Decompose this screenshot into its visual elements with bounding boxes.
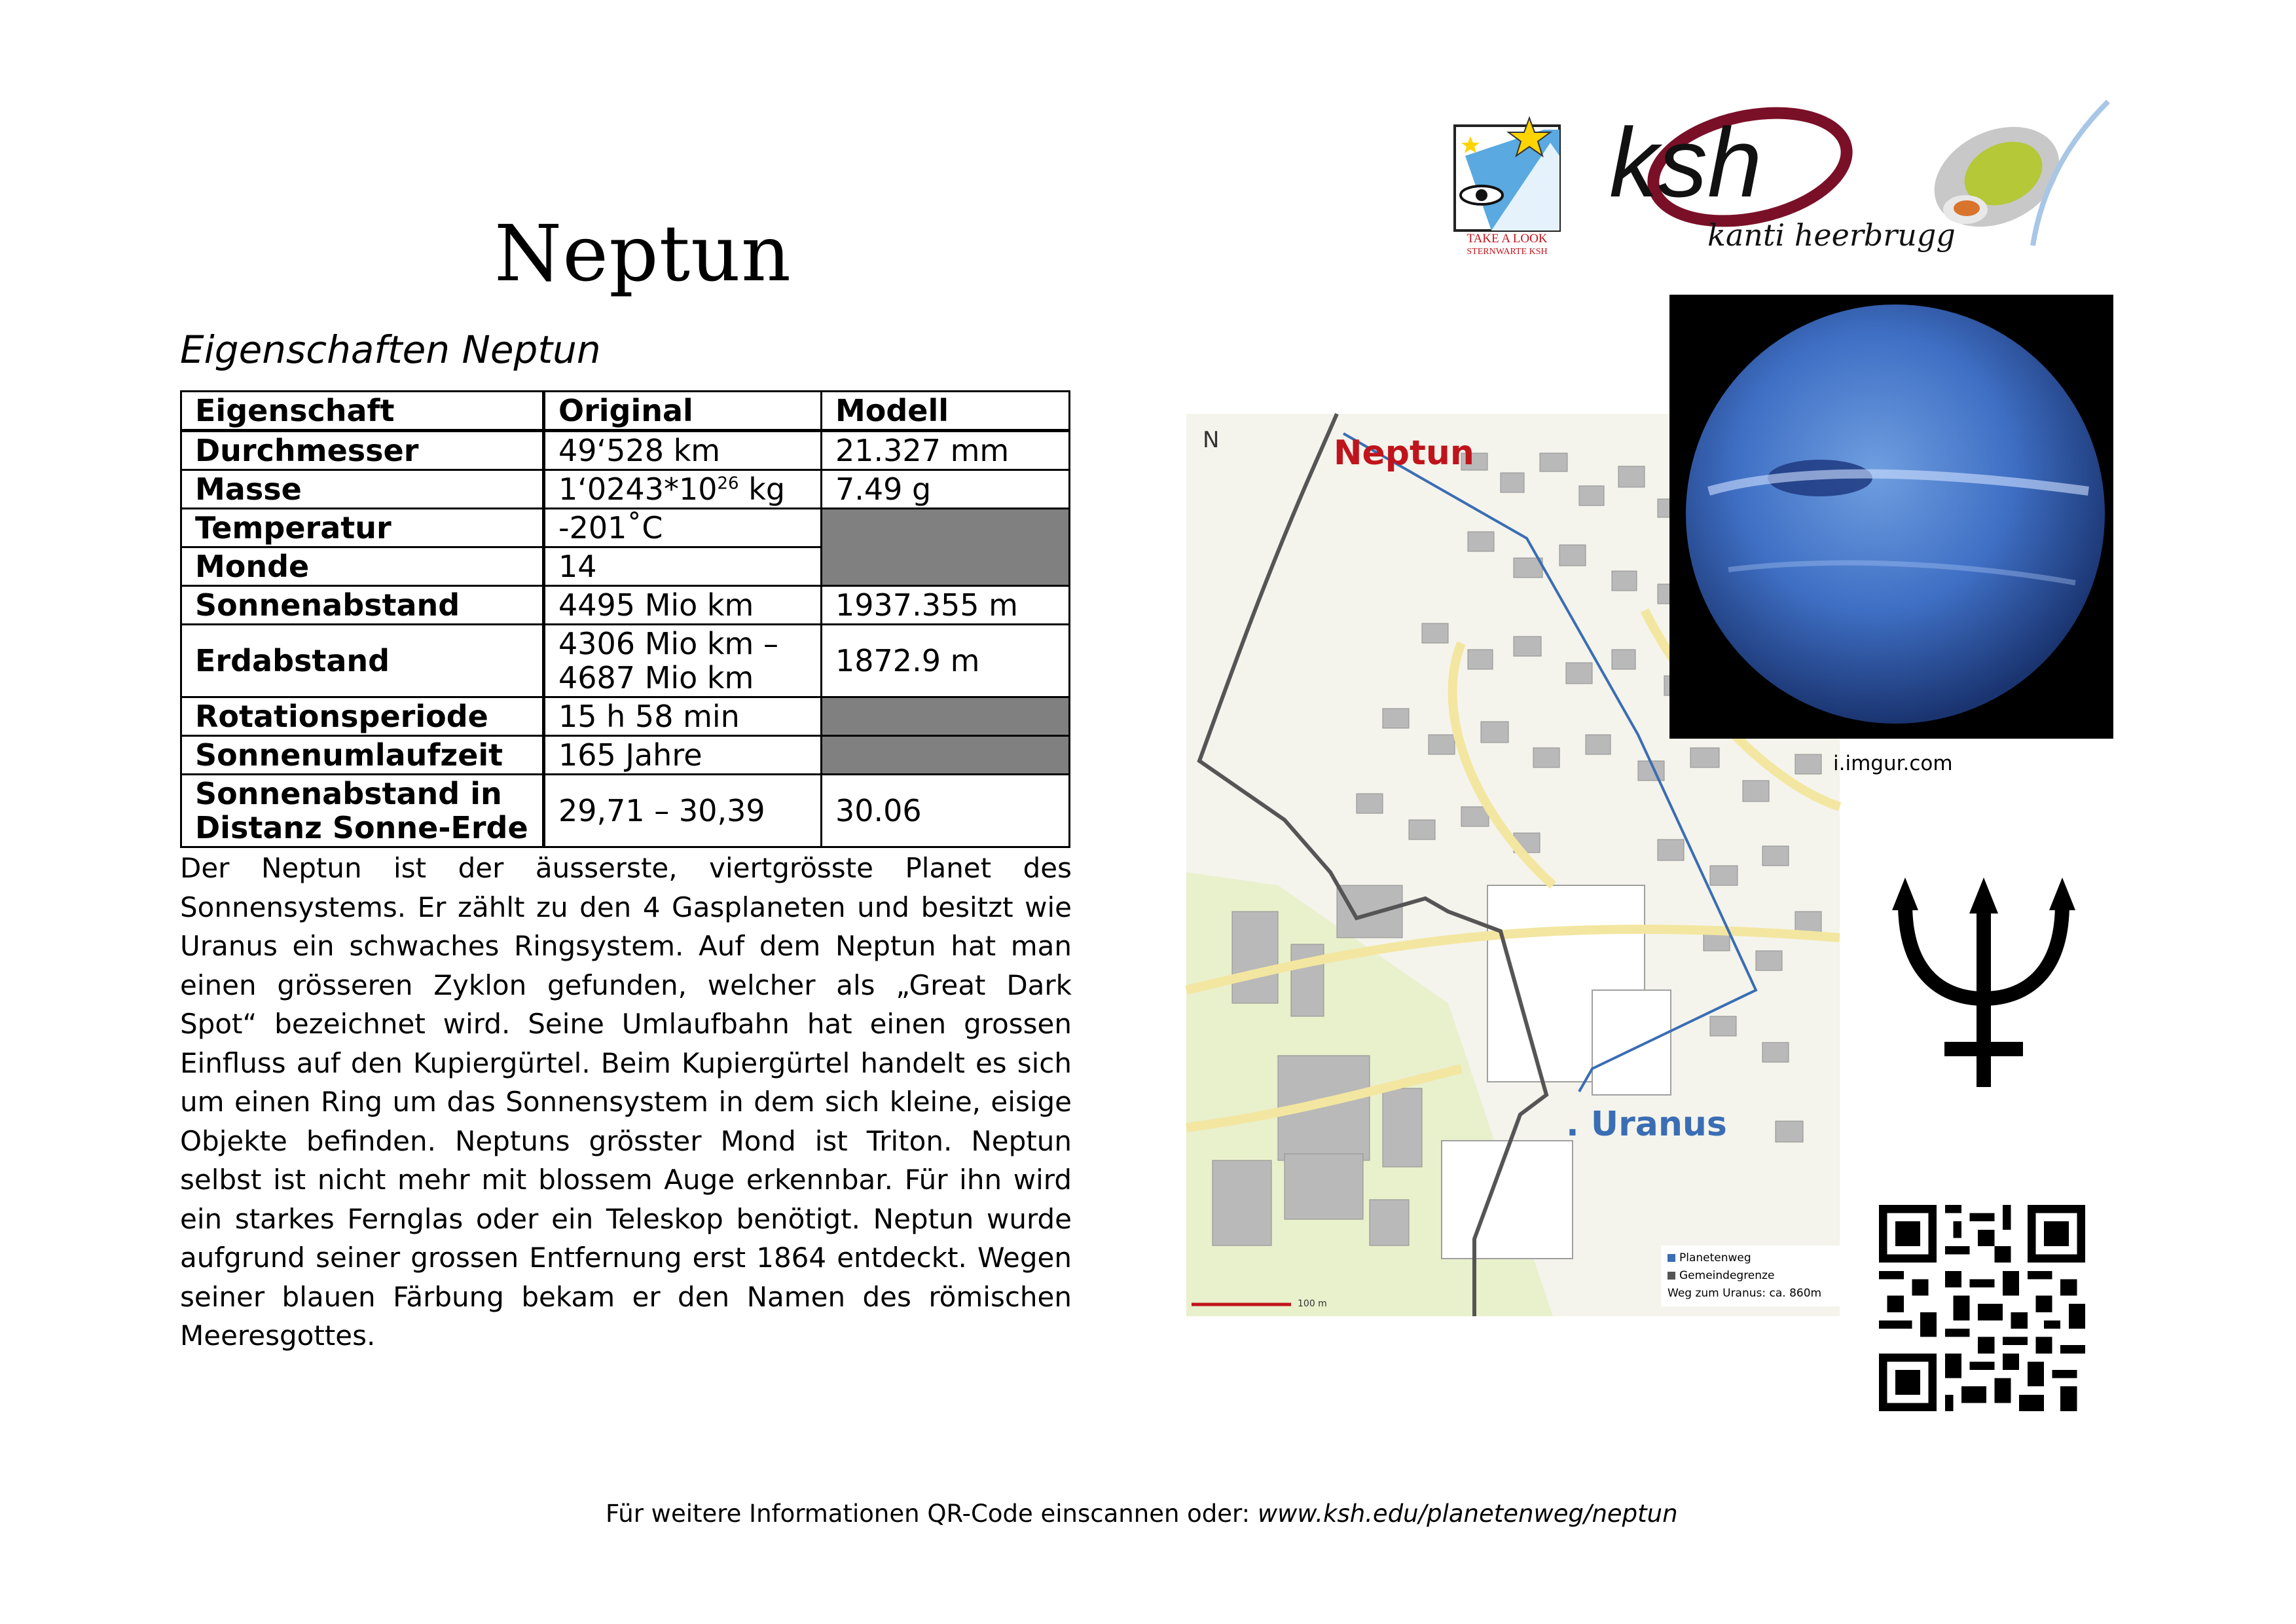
table-row	[181, 736, 1070, 775]
erdabstand-line1: 4306 Mio km –	[558, 626, 778, 661]
table-row	[181, 586, 1070, 625]
map-legend	[1661, 1246, 1861, 1306]
row-modell: 21.327 mm	[822, 431, 1070, 470]
row-modell: 1872.9 m	[822, 625, 1070, 697]
table-header-row	[181, 392, 1070, 431]
header-modell: Modell	[822, 392, 1070, 431]
ksh-logo-text: ksh	[1609, 107, 1762, 217]
table-row	[181, 625, 1070, 697]
table-row	[181, 697, 1070, 736]
row-modell: 30.06	[822, 775, 1070, 847]
footer-text	[606, 1500, 1678, 1528]
legend-label: Planetenweg	[1679, 1251, 1751, 1264]
header-original: Original	[544, 392, 822, 431]
row-original: 29,71 – 30,39	[544, 775, 822, 847]
sternwarte-logo-line2: STERNWARTE KSH	[1467, 247, 1548, 257]
row-label: Durchmesser	[181, 431, 544, 470]
row-original: 49‘528 km	[544, 431, 822, 470]
table-row	[181, 470, 1070, 509]
distanz-label-line2: Distanz Sonne-Erde	[195, 810, 528, 845]
footer-url-link[interactable]: www.ksh.edu/planetenweg/neptun	[1257, 1500, 1678, 1528]
description-text: Der Neptun ist der äusserste, viertgrösste Planet des Sonnensystems. Er zählt zu den 4 Gasplaneten und besitzt wie Uranus ein schwaches Ringsystem. Auf dem Neptun hat man einen grösseren Zyklon gefunden, welcher als „Great Dark Spot“ bezeichnet wird. Seine Umlaufbahn hat einen grossen Einfluss auf den Kupiergürtel. Beim Kupiergürtel handelt es sich um einen Ring um das Sonnensystem in dem sich kleine, eisige Objekte befinden. Neptuns grösster Mond ist Triton. Neptun selbst ist nicht mehr mit blossem Auge erkennbar. Für ihn wird ein starkes Fernglas oder ein Teleskop benötigt. Neptun wurde aufgrund seiner grossen Entfernung erst 1864 entdeckt. Wegen seiner blauen Färbung bekam er den Namen des römischen Meeresgottes.	[180, 852, 1072, 1352]
sternwarte-logo	[1452, 117, 1566, 255]
ksh-logo	[1609, 98, 1956, 255]
erdabstand-line2: 4687 Mio km	[558, 660, 754, 695]
legend-item-planetenweg	[1667, 1249, 1854, 1267]
masse-base: 1‘0243*10	[558, 471, 718, 507]
row-original: -201˚C	[544, 509, 822, 547]
row-modell: 1937.355 m	[822, 586, 1070, 625]
row-original: 4495 Mio km	[544, 586, 822, 625]
row-modell: 7.49 g	[822, 470, 1070, 509]
neptune-symbol-icon	[1892, 877, 2075, 1094]
masse-unit: kg	[738, 471, 786, 507]
row-modell-empty	[822, 509, 1070, 586]
sternwarte-logo-line1: TAKE A LOOK	[1467, 232, 1548, 246]
row-original	[544, 470, 822, 509]
row-label: Temperatur	[181, 509, 544, 547]
page-title: Neptun	[494, 208, 792, 299]
row-original: 15 h 58 min	[544, 697, 822, 736]
row-label: Sonnenumlaufzeit	[181, 736, 544, 775]
row-label: Monde	[181, 547, 544, 586]
legend-swatch-boundary	[1667, 1272, 1675, 1280]
row-label: Masse	[181, 470, 544, 509]
ksh-logo-script: kanti heerbrugg	[1707, 217, 1956, 253]
footer-label: Für weitere Informationen QR-Code einscannen oder:	[606, 1500, 1258, 1528]
north-arrow-icon: N	[1203, 427, 1220, 453]
map-scale-label: 100 m	[1298, 1299, 1327, 1309]
table-row	[181, 431, 1070, 470]
row-original: 165 Jahre	[544, 736, 822, 775]
row-label	[181, 775, 544, 847]
qr-code[interactable]	[1879, 1205, 2085, 1411]
legend-swatch-route	[1667, 1254, 1675, 1262]
map-label-uranus: . Uranus	[1566, 1105, 1727, 1144]
row-original: 14	[544, 547, 822, 586]
row-label: Sonnenabstand	[181, 586, 544, 625]
image-credit: i.imgur.com	[1833, 752, 1953, 775]
table-row	[181, 509, 1070, 547]
row-label: Rotationsperiode	[181, 697, 544, 736]
header-eigenschaft: Eigenschaft	[181, 392, 544, 431]
legend-item-weg: Weg zum Uranus: ca. 860m	[1667, 1287, 1822, 1300]
row-label: Erdabstand	[181, 625, 544, 697]
distanz-label-line1: Sonnenabstand in	[195, 776, 502, 811]
planet-logo	[1925, 98, 2115, 249]
legend-label: Gemeindegrenze	[1679, 1269, 1775, 1282]
map-label-neptun: Neptun	[1334, 434, 1474, 473]
section-subtitle: Eigenschaften Neptun	[180, 327, 601, 372]
table-row	[181, 775, 1070, 847]
masse-exponent: 26	[717, 473, 739, 494]
neptune-image	[1669, 295, 2113, 739]
row-original	[544, 625, 822, 697]
legend-item-gemeindegrenze	[1667, 1267, 1854, 1285]
row-modell-empty	[822, 736, 1070, 775]
properties-table	[180, 390, 1070, 848]
row-modell-empty	[822, 697, 1070, 736]
